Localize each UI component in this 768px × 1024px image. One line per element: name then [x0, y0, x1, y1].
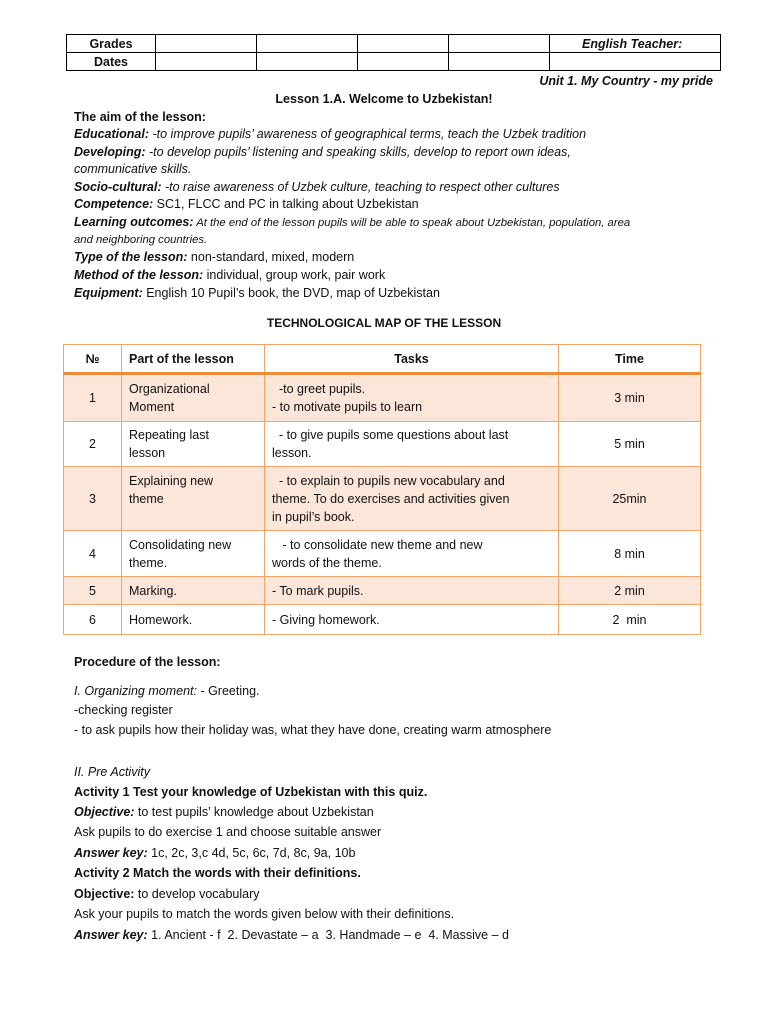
unit-title: Unit 1. My Country - my pride: [539, 74, 713, 88]
table-row: [64, 374, 701, 422]
educational-label: Educational:: [74, 127, 150, 141]
objective-label: Objective:: [74, 887, 135, 901]
map-title: TECHNOLOGICAL MAP OF THE LESSON: [266, 316, 502, 330]
part-line: theme.: [129, 555, 168, 570]
row-tasks: [265, 374, 559, 422]
table-row: [64, 422, 701, 467]
aim-competence: [74, 196, 714, 213]
objective-text: to develop vocabulary: [134, 887, 260, 901]
dates-cell: [449, 53, 550, 71]
row-no: 5: [64, 577, 122, 605]
row-no: 6: [64, 605, 122, 635]
answer-key-text: 1. Ancient - f 2. Devastate – a 3. Handmade – e 4. Massive – d: [147, 928, 509, 942]
grades-cell: [449, 35, 550, 53]
equipment-text: English 10 Pupil’s book, the DVD, map of Uzbekistan: [142, 286, 440, 300]
competence-label: Competence:: [74, 197, 154, 211]
dates-cell: [358, 53, 449, 71]
row-part: [122, 467, 265, 531]
header-no: №: [64, 345, 122, 374]
row-part: [122, 374, 265, 422]
row-part: [122, 531, 265, 577]
org-label: I. Organizing moment:: [74, 684, 197, 698]
objective-label: Objective:: [74, 805, 135, 819]
row-time: 2 min: [559, 577, 701, 605]
aim-socio: [74, 179, 714, 196]
part-line: Repeating last: [129, 428, 209, 442]
teacher-cell: [550, 53, 721, 71]
aim-educational: [74, 126, 714, 143]
type-label: Type of the lesson:: [74, 250, 188, 264]
table-row: [64, 577, 701, 605]
activity-2-objective: [74, 886, 714, 903]
task-line: theme. To do exercises and activities given: [272, 491, 510, 506]
part-line: Explaining new: [129, 473, 214, 488]
part-line: Consolidating new: [129, 537, 232, 552]
grades-cell: [156, 35, 257, 53]
org-line-3: - to ask pupils how their holiday was, what they have done, creating warm atmosphere: [74, 723, 552, 737]
procedure-heading: Procedure of the lesson:: [74, 655, 221, 669]
part-line: Organizational: [129, 382, 210, 396]
answer-key-label: Answer key:: [74, 928, 148, 942]
row-part: [122, 422, 265, 467]
row-no: 2: [64, 422, 122, 467]
part-line: Moment: [129, 400, 175, 414]
row-no: 1: [64, 374, 122, 422]
header-part: Part of the lesson: [122, 345, 265, 374]
task-line: - to motivate pupils to learn: [272, 400, 423, 414]
org-line-2: -checking register: [74, 703, 173, 717]
activity-1-title: Activity 1 Test your knowledge of Uzbekistan with this quiz.: [74, 785, 428, 799]
aim-type: [74, 249, 714, 266]
activity-1-answer-key: [74, 845, 714, 862]
row-time: 25min: [559, 467, 701, 531]
activity-1-objective: [74, 804, 714, 821]
educational-text: -to improve pupils’ awareness of geographical terms, teach the Uzbek tradition: [149, 127, 587, 141]
row-tasks: [265, 531, 559, 577]
task-line: words of the theme.: [272, 555, 382, 570]
grades-label: Grades: [67, 35, 156, 53]
grades-cell: [358, 35, 449, 53]
row-time: 8 min: [559, 531, 701, 577]
row-tasks: [265, 467, 559, 531]
task-line: lesson.: [272, 446, 312, 460]
developing-label: Developing:: [74, 145, 146, 159]
task-line: in pupil’s book.: [272, 509, 355, 524]
dates-cell: [257, 53, 358, 71]
table-row: [64, 531, 701, 577]
row-no: 3: [64, 467, 122, 531]
row-tasks: - To mark pupils.: [265, 577, 559, 605]
dates-cell: [156, 53, 257, 71]
row-no: 4: [64, 531, 122, 577]
row-part: Homework.: [122, 605, 265, 635]
objective-text: to test pupils’ knowledge about Uzbekistan: [134, 805, 374, 819]
competence-text: SC1, FLCC and PC in talking about Uzbekistan: [153, 197, 419, 211]
grades-dates-table: [66, 34, 721, 71]
type-text: non-standard, mixed, modern: [187, 250, 355, 264]
aim-heading: The aim of the lesson:: [74, 110, 206, 124]
org-text: - Greeting.: [196, 684, 260, 698]
activity-2-answer-key: [74, 927, 714, 944]
developing-text-cont: communicative skills.: [74, 162, 192, 176]
answer-key-label: Answer key:: [74, 846, 148, 860]
row-part: Marking.: [122, 577, 265, 605]
task-line: - to consolidate new theme and new: [272, 537, 483, 552]
method-label: Method of the lesson:: [74, 268, 204, 282]
pre-activity-heading: II. Pre Activity: [74, 765, 150, 779]
header-tasks: Tasks: [265, 345, 559, 374]
technological-map-table: [63, 344, 701, 635]
row-time: 3 min: [559, 374, 701, 422]
answer-key-text: 1c, 2c, 3,c 4d, 5c, 6c, 7d, 8c, 9a, 10b: [147, 846, 356, 860]
socio-text: -to raise awareness of Uzbek culture, teaching to respect other cultures: [161, 180, 560, 194]
aim-equipment: [74, 285, 714, 302]
activity-1-instruction: Ask pupils to do exercise 1 and choose suitable answer: [74, 825, 382, 839]
part-line: theme: [129, 491, 164, 506]
organizing-moment: [74, 683, 714, 700]
activity-2-instruction: Ask your pupils to match the words given below with their definitions.: [74, 907, 455, 921]
table-header-row: [64, 345, 701, 374]
task-line: - to explain to pupils new vocabulary and: [272, 473, 505, 488]
outcomes-text-cont: and neighboring countries.: [74, 234, 208, 246]
grades-row: [67, 35, 721, 53]
row-tasks: [265, 422, 559, 467]
method-text: individual, group work, pair work: [203, 268, 386, 282]
aim-outcomes: [74, 214, 714, 232]
equipment-label: Equipment:: [74, 286, 143, 300]
aim-method: [74, 267, 714, 284]
activity-2-title: Activity 2 Match the words with their definitions.: [74, 866, 361, 880]
outcomes-text: At the end of the lesson pupils will be able to speak about Uzbekistan, population, area: [193, 217, 631, 229]
dates-row: [67, 53, 721, 71]
socio-label: Socio-cultural:: [74, 180, 162, 194]
grades-cell: [257, 35, 358, 53]
aim-developing: [74, 144, 714, 161]
dates-label: Dates: [67, 53, 156, 71]
lesson-title: Lesson 1.A. Welcome to Uzbekistan!: [275, 92, 493, 106]
table-row: [64, 467, 701, 531]
table-row: [64, 605, 701, 635]
task-line: - to give pupils some questions about last: [272, 428, 509, 442]
outcomes-label: Learning outcomes:: [74, 215, 194, 229]
row-time: 5 min: [559, 422, 701, 467]
part-line: lesson: [129, 446, 166, 460]
task-line: -to greet pupils.: [272, 382, 366, 396]
teacher-label: English Teacher:: [550, 35, 721, 53]
developing-text: -to develop pupils’ listening and speaking skills, develop to report own ideas,: [145, 145, 571, 159]
header-time: Time: [559, 345, 701, 374]
row-tasks: - Giving homework.: [265, 605, 559, 635]
row-time: 2 min: [559, 605, 701, 635]
